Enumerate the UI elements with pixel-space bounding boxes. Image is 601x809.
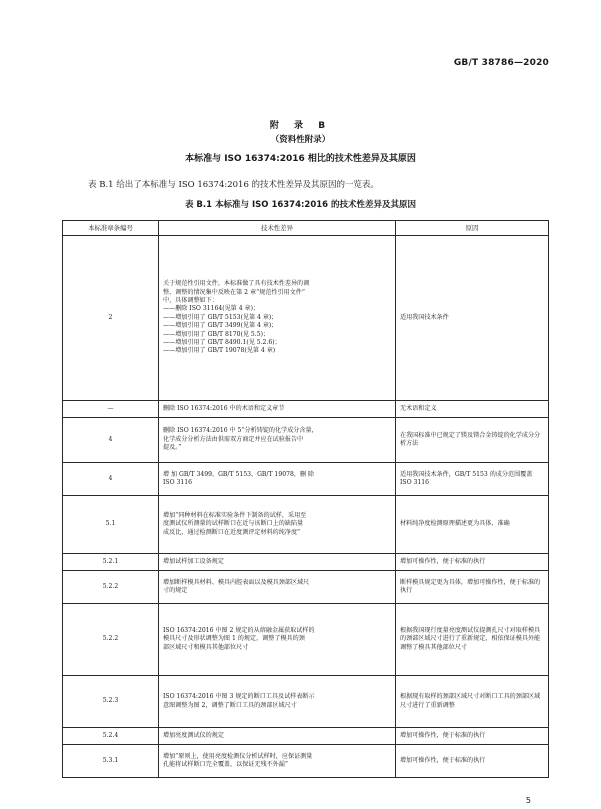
table-caption: 表 B.1 本标准与 ISO 16374:2016 的技术性差异及其原因 bbox=[184, 200, 417, 210]
technical-difference-cell bbox=[159, 571, 396, 604]
technical-difference-cell bbox=[159, 604, 396, 676]
technical-difference-cell bbox=[159, 676, 396, 728]
technical-difference-cell bbox=[159, 463, 396, 496]
difference-line: ——增加引用了 GB/T 8490.1(见 5.2.6)； bbox=[163, 339, 281, 347]
difference-line: ——删除 ISO 31164(见第 4 章)； bbox=[163, 305, 260, 313]
annex-label: 附 录 B bbox=[269, 121, 332, 131]
difference-line: 部区域尺寸和模具其他部位尺寸 bbox=[163, 643, 249, 651]
difference-line: 增 加 GB/T 3499、GB/T 5153、GB/T 19078，删 除 bbox=[163, 470, 315, 478]
clause-number-cell: 5.2.2 bbox=[63, 604, 159, 676]
clause-number-cell: 5.1 bbox=[63, 496, 159, 554]
table-row bbox=[63, 496, 549, 554]
clause-number-cell: 2 bbox=[63, 236, 159, 401]
table-row bbox=[63, 418, 549, 463]
table-row bbox=[63, 554, 549, 571]
table-row bbox=[63, 571, 549, 604]
difference-line: 寸的规定 bbox=[163, 587, 188, 594]
table-row bbox=[63, 604, 549, 676]
technical-difference-cell bbox=[159, 236, 396, 401]
annex-title: 本标准与 ISO 16374:2016 相比的技术性差异及其原因 bbox=[185, 154, 416, 164]
header-clause-no: 本标准章条编号 bbox=[63, 221, 159, 236]
clause-number-cell: 5.2.1 bbox=[63, 554, 159, 571]
reason-cell: 适用我国技术条件 bbox=[396, 236, 549, 401]
difference-line: ——增加引用了 GB/T 19078(见第 4 章) bbox=[163, 347, 276, 355]
difference-line: 关于规范性引用文件，本标准做了具有技术性差异的调 bbox=[163, 280, 310, 288]
intro-paragraph: 表 B.1 给出了本标准与 ISO 16374:2016 的技术性差异及其原因的一览表。 bbox=[88, 180, 380, 190]
difference-line: 整，调整的情况集中反映在第 2 章“规范性引用文件” bbox=[163, 288, 305, 296]
difference-line: 化学成分分析方法由供需双方商定并应在试验报告中 bbox=[163, 435, 304, 443]
table-row bbox=[63, 463, 549, 496]
differences-table bbox=[62, 220, 549, 778]
difference-line: ——增加引用了 GB/T 5153(见第 4 章)； bbox=[163, 313, 278, 321]
difference-line: 增加断样模具材料、模具内腔表面以及模具颈部区域尺 bbox=[163, 578, 310, 586]
header-reason: 原因 bbox=[396, 221, 549, 236]
technical-difference-cell bbox=[159, 418, 396, 463]
difference-line: 意图调整为图 2，调整了断口工具的颈部区域尺寸 bbox=[163, 701, 297, 709]
difference-line: ISO 16374:2016 中图 3 规定的断口工具及试样表断示 bbox=[163, 693, 315, 701]
clause-number-cell: 4 bbox=[63, 463, 159, 496]
difference-line: ISO 16374:2016 中图 2 规定的从熔融金属获取试样的 bbox=[163, 626, 315, 634]
difference-line: 增加“原则上，使用亮度检测仪分析试样时，应保证测量 bbox=[163, 752, 313, 760]
technical-difference-cell bbox=[159, 554, 396, 571]
difference-line: 提及。” bbox=[163, 444, 182, 452]
technical-difference-cell bbox=[159, 728, 396, 745]
reason-cell: 根据现有取样的颈部区域尺寸对断口工具的颈部区域尺寸进行了重新调整 bbox=[396, 676, 549, 728]
difference-line: 中，具体调整如下： bbox=[163, 296, 218, 304]
reason-cell: 在我国标准中已规定了镁及镁合金铸锭的化学成分分析方法 bbox=[396, 418, 549, 463]
reason-cell: 增加可操作性，便于标准的执行 bbox=[396, 745, 549, 778]
technical-difference-cell bbox=[159, 496, 396, 554]
header-technical-difference: 技术性差异 bbox=[159, 221, 396, 236]
table-row bbox=[63, 236, 549, 401]
difference-line: 增加亮度测试仪的规定 bbox=[163, 731, 224, 739]
difference-line: ISO 3116 bbox=[163, 479, 193, 486]
clause-number-cell: 5.2.4 bbox=[63, 728, 159, 745]
reason-cell: 根据我国现行度量亮度测试仪提测孔尺寸对取样模具的颈部区域尺寸进行了重新规定，相依保证模具外能调整了模具其他部位尺寸 bbox=[396, 604, 549, 676]
clause-number-cell: 5.2.2 bbox=[63, 571, 159, 604]
reason-cell: 增加可操作性，便于标准的执行 bbox=[396, 554, 549, 571]
reason-cell: 无术语和定义 bbox=[396, 401, 549, 418]
difference-line: 删除 ISO 16374:2016 中的术语和定义章节 bbox=[163, 404, 285, 412]
clause-number-cell: — bbox=[63, 401, 159, 418]
technical-difference-cell bbox=[159, 745, 396, 778]
reason-cell: 断样模具规定更为具体，增加可操作性，便于标准的执行 bbox=[396, 571, 549, 604]
reason-cell: 增加可操作性，便于标准的执行 bbox=[396, 728, 549, 745]
reason-cell: 材料纯净度检测原理描述更为具体、准确 bbox=[396, 496, 549, 554]
annex-type: （资料性附录） bbox=[270, 135, 331, 145]
reason-cell: 适用我国技术条件，GB/T 5153 的成分范围覆盖 ISO 3116 bbox=[396, 463, 549, 496]
difference-line: 增加试样加工设备规定 bbox=[163, 557, 224, 565]
clause-number-cell: 5.3.1 bbox=[63, 745, 159, 778]
difference-line: 模具尺寸及形状调整为图 1 的规定，调整了模具的颈 bbox=[163, 635, 305, 643]
technical-difference-cell bbox=[159, 401, 396, 418]
table-header-row bbox=[63, 221, 549, 236]
standard-number: GB/T 38786—2020 bbox=[453, 58, 549, 68]
clause-number-cell: 5.2.3 bbox=[63, 676, 159, 728]
difference-line: 删除 ISO 16374:2016 中 5“分析铸锭的化学成分含量， bbox=[163, 427, 318, 435]
difference-line: 成反比，通过检测断口在近度测评定材料的纯净度” bbox=[163, 528, 301, 536]
difference-line: 孔能将试样断口完全覆盖，以保证无残不外漏” bbox=[163, 761, 288, 768]
table-row bbox=[63, 728, 549, 745]
table-row bbox=[63, 745, 549, 778]
page-number: 5 bbox=[525, 796, 531, 805]
difference-line: ——增加引用了 GB/T 8170(见 5.5)； bbox=[163, 330, 270, 338]
difference-line: 增加“同种材料在标准实验条件下制备的试样，采用至 bbox=[163, 511, 307, 519]
clause-number-cell: 4 bbox=[63, 418, 159, 463]
table-row bbox=[63, 676, 549, 728]
difference-line: 度测试仪所测量的试样断口在近与该断口上的缺陷量 bbox=[163, 520, 304, 528]
difference-line: ——增加引用了 GB/T 3499(见第 4 章)； bbox=[163, 322, 278, 330]
table-row bbox=[63, 401, 549, 418]
